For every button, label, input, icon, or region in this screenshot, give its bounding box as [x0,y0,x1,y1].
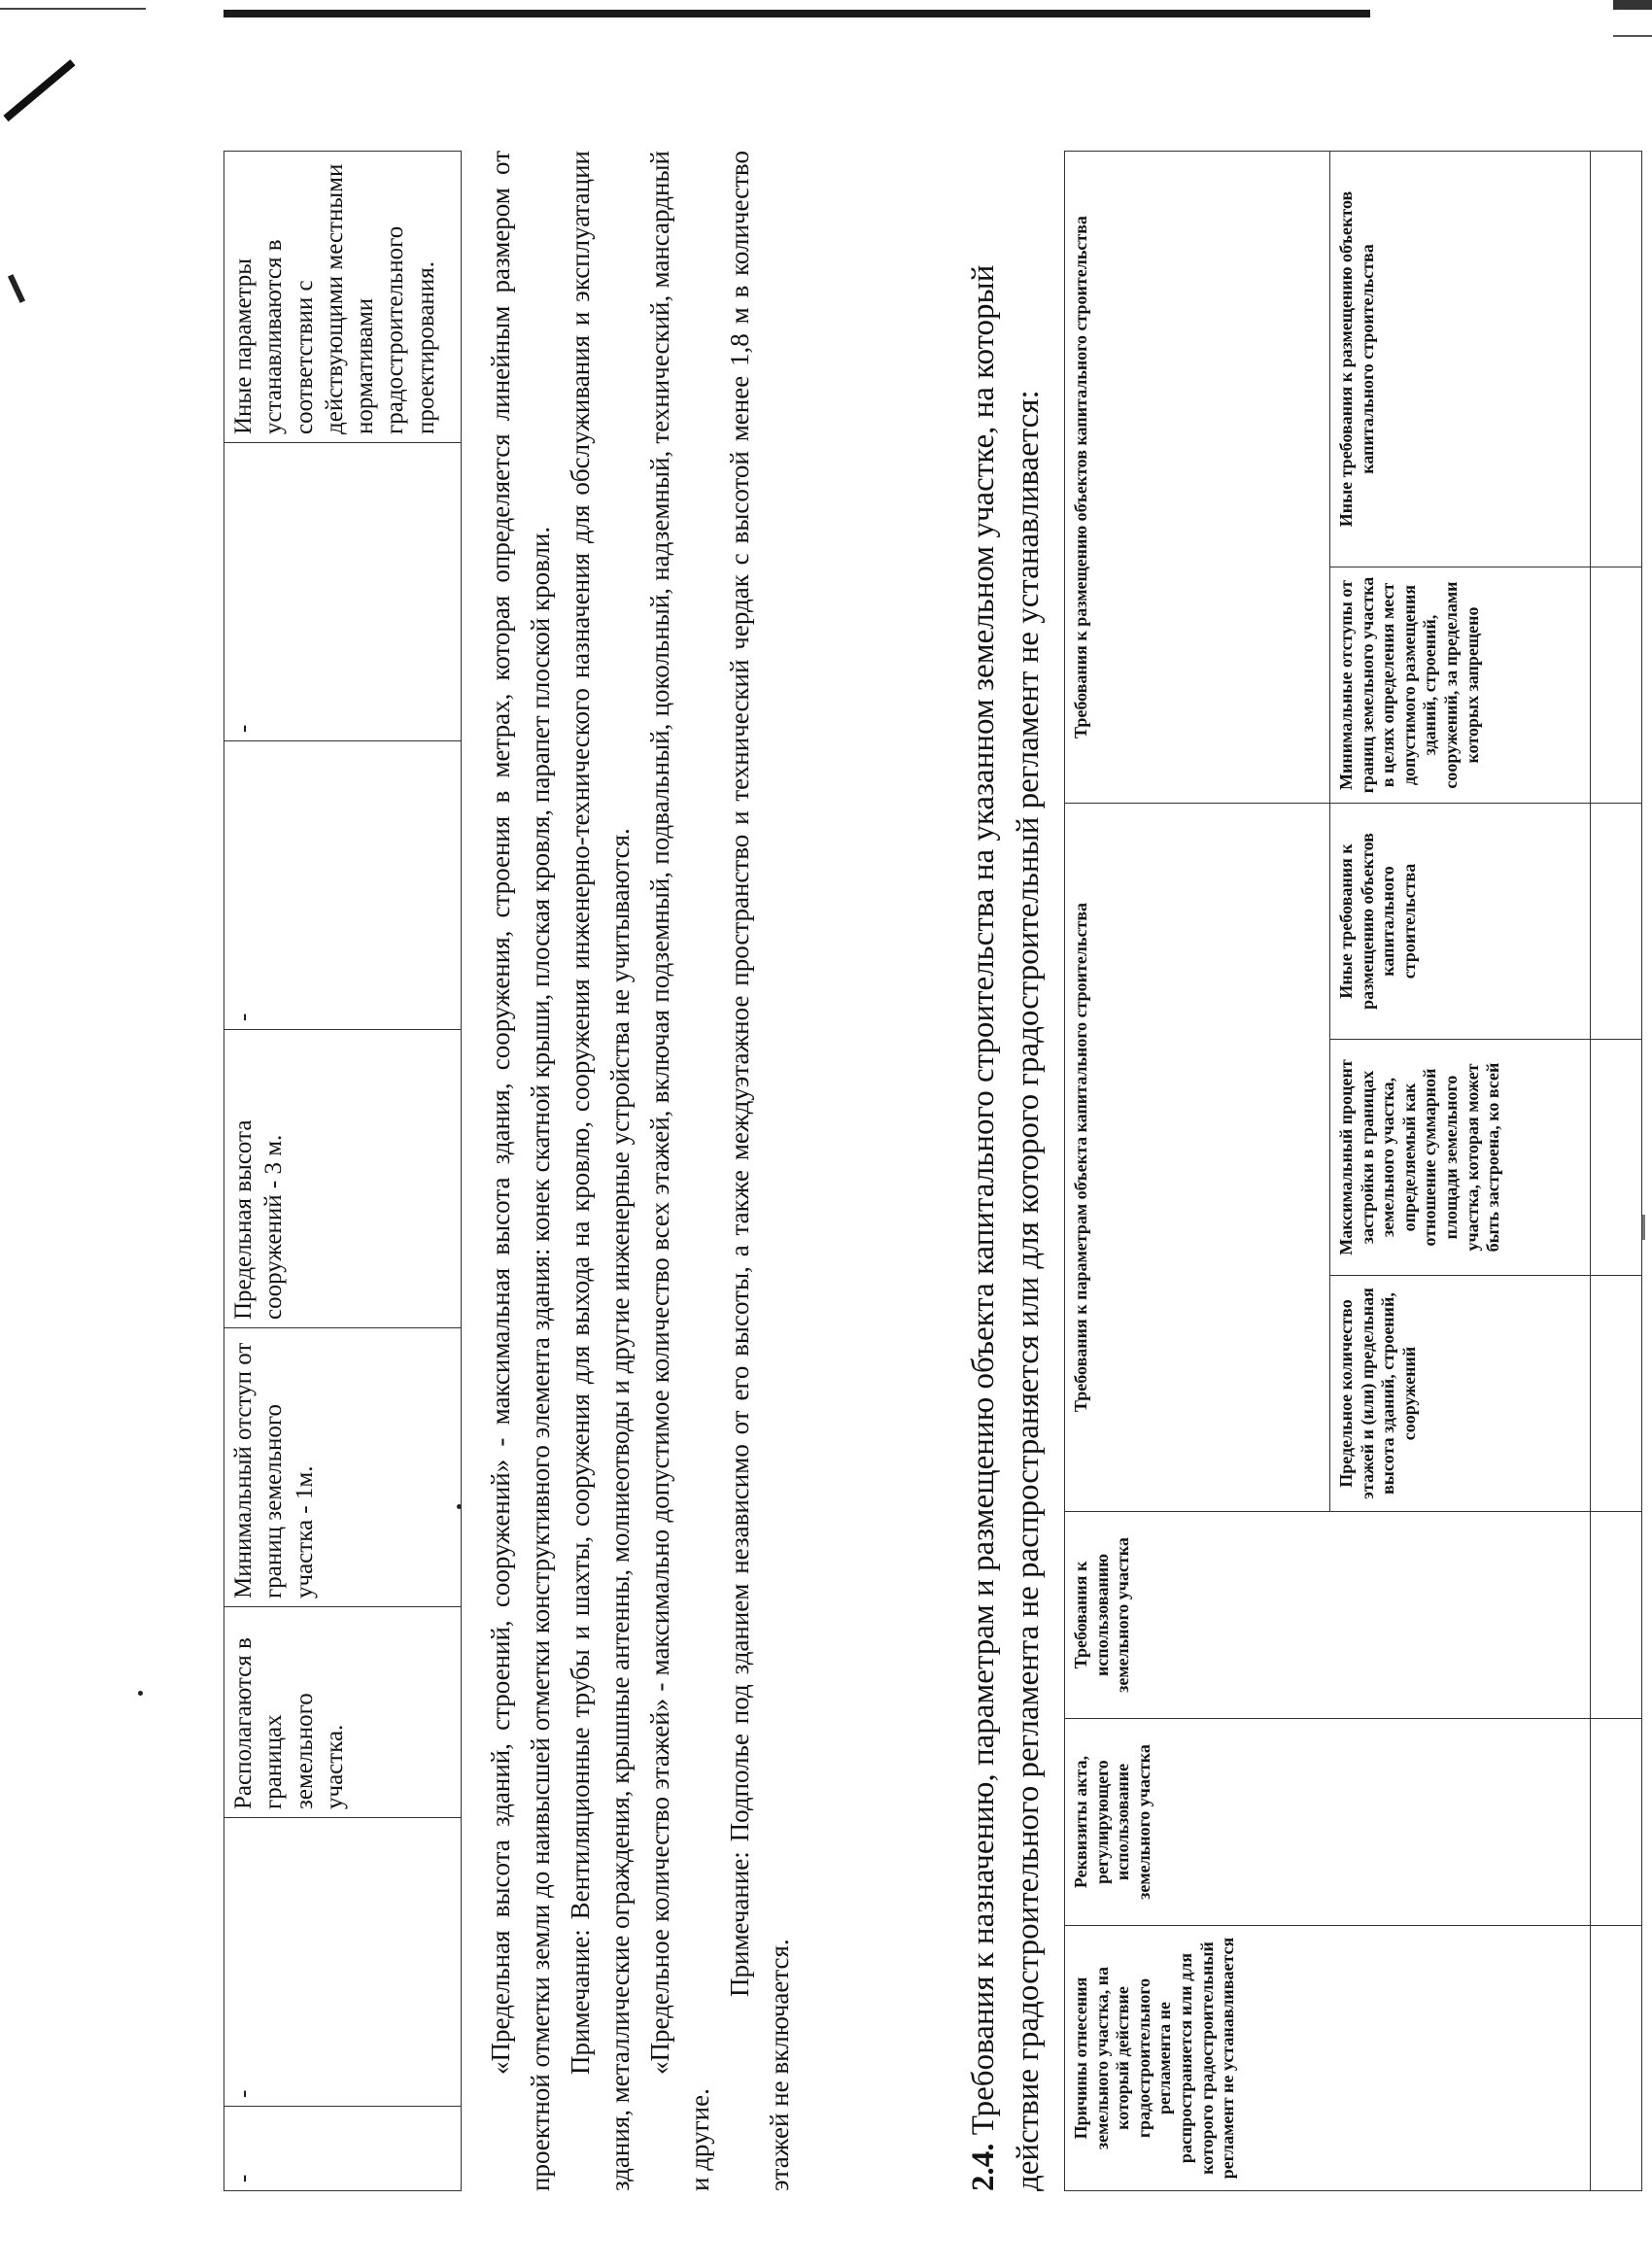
rotated-document-page [224,151,1652,2191]
section-heading [962,151,1050,2191]
table-cell [1591,804,1642,1040]
definitions-text [481,151,800,2191]
scan-edge-line [0,8,146,10]
scan-top-bar [224,10,1370,17]
header-act-details: Реквизиты акта, регулирующего использование земельного участка [1065,1719,1591,1926]
scan-smudge [8,274,25,303]
table-cell: Иные параметры устанавливаются в соответствии с действующими местными нормативами градостроительного проектирования. [224,152,462,443]
header-other-requirements: Иные требования к размещению объектов капитального строительства [1330,804,1591,1040]
table-row [224,152,462,2191]
header-parameters-group: Требования к параметрам объекта капитального строительства [1065,804,1330,1512]
header-reasons: Причины отнесения земельного участка, на который действие градостроительного регламента не распространяется или для которого градостроительный регламент не устанавливается [1065,1926,1591,2191]
table-cell: - [224,443,462,741]
table-cell [1591,1719,1642,1926]
paragraph-height-definition: «Предельная высота зданий, строений, сооружений» - максимальная высота здания, сооружения, строения в метрах, которая определяется линейным размером от проектной отметки земли до наивысшей отметки конструктивного элемента здания: конек скатной крыши, плоская кровля, парапет плоской кровли. [486,151,556,2191]
table-cell [1591,1512,1642,1719]
header-min-setbacks: Минимальные отступы от границ земельного участка в целях определения мест допустимого размещения зданий, строений, сооружений, за пределами которых запрещено [1330,567,1591,804]
paragraph-floors-definition: «Предельное количество этажей» - максимально допустимое количество всех этажей, включая подземный, подвальный, цокольный, надземный, технический, мансардный и другие. [645,151,715,2191]
section-title: Требования к назначению, параметрам и размещению объекта капитального строительства на указанном земельном участке, на который действие градостроительного регламента не распространяется или для которого градостроительный регламент не устанавливается: [966,264,1046,2191]
scan-edge-mark [1613,0,1652,10]
scan-edge-mark [1613,35,1652,37]
scan-smudge [3,59,75,121]
header-floors-height: Предельное количество этажей и (или) предельная высота зданий, строений, сооружений [1330,1276,1591,1512]
paragraph-height-note: Примечание: Вентиляционные трубы и шахты, сооружения для выхода на кровлю, сооружения инженерно-технического назначения для обслуживания и эксплуатации здания, металлические ограждения, крышные антенны, молниеотводы и другие инженерные устройства не учитываются. [566,151,636,2191]
header-land-use-requirements: Требования к использованию земельного участка [1065,1512,1591,1719]
table-cell: - [224,2107,462,2191]
header-placement-group: Требования к размещению объектов капитального строительства [1065,152,1330,804]
table-cell [1591,567,1642,804]
header-other-placement: Иные требования к размещению объектов капитального строительства [1330,152,1591,567]
table-cell: Предельная высота сооружений - 3 м. [224,1030,462,1328]
upper-parameters-table [224,151,462,2191]
table-cell [1591,152,1642,567]
table-cell [1591,1926,1642,2191]
header-max-coverage: Максимальный процент застройки в границах земельного участка, определяемый как отношение суммарной площади земельного участка, которая может быть застроена, ко всей [1330,1040,1591,1276]
requirements-table [1064,151,1642,2191]
table-cell: - [224,1818,462,2107]
table-cell: Располагаются в границах земельного участка. [224,1607,462,1818]
table-cell: Минимальный отступ от границ земельного участка - 1м. [224,1328,462,1607]
section-number: 2.4. [966,2143,1001,2191]
table-row [1591,152,1642,2191]
paragraph-floors-note: Примечание: Подполье под зданием независимо от его высоты, а также междуэтажное пространство и технический чердак с высотой менее 1,8 м в количество этажей не включается. [725,151,795,2191]
scan-dot [138,1691,143,1696]
table-cell: - [224,741,462,1030]
table-cell [1591,1276,1642,1512]
table-cell [1591,1040,1642,1276]
table-header-row [1065,152,1330,2191]
